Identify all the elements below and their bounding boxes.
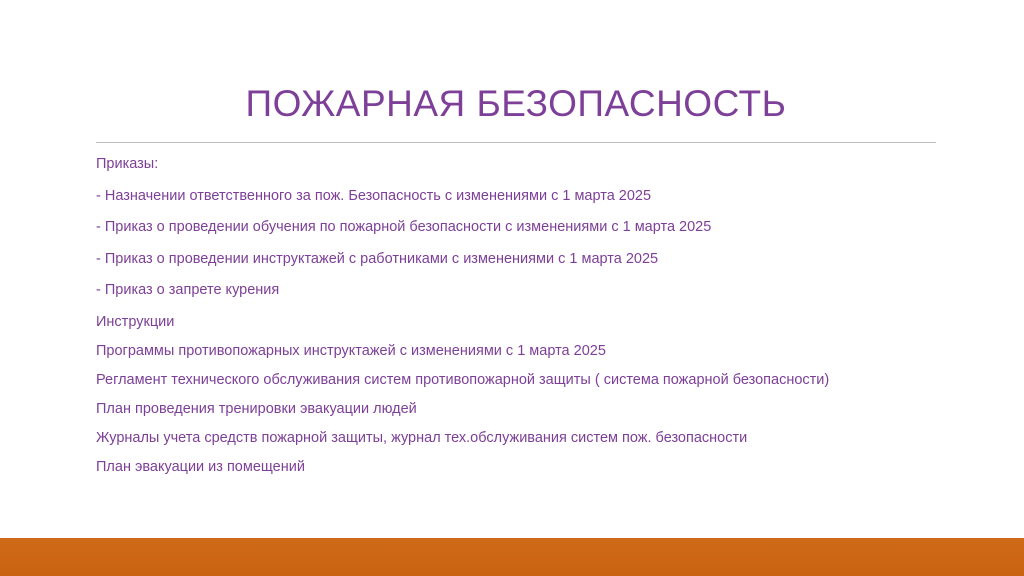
footer-accent-bar-fill — [0, 538, 1024, 576]
page-title: ПОЖАРНАЯ БЕЗОПАСНОСТЬ — [245, 83, 787, 124]
body-line: Приказы: — [96, 156, 159, 172]
footer-accent-bar — [0, 538, 1024, 576]
body-line: Программы противопожарных инструктажей с изменениями с 1 марта 2025 — [96, 342, 606, 359]
slide-body — [96, 156, 956, 488]
body-line: Регламент технического обслуживания систем противопожарной защиты ( система пожарной безопасности) — [96, 371, 830, 388]
body-line: - Приказ о проведении инструктажей с работниками с изменениями с 1 марта 2025 — [96, 250, 659, 267]
body-line: - Назначении ответственного за пож. Безопасность с изменениями с 1 марта 2025 — [96, 187, 652, 204]
body-line: План эвакуации из помещений — [96, 458, 305, 475]
body-line: Инструкции — [96, 313, 175, 330]
body-line: - Приказ о запрете курения — [96, 282, 280, 299]
body-line: Журналы учета средств пожарной защиты, журнал тех.обслуживания систем пож. безопасности — [96, 429, 748, 446]
body-line: План проведения тренировки эвакуации людей — [96, 400, 417, 417]
title-divider — [96, 142, 936, 143]
body-line: - Приказ о проведении обучения по пожарной безопасности с изменениями с 1 марта 2025 — [96, 219, 712, 236]
